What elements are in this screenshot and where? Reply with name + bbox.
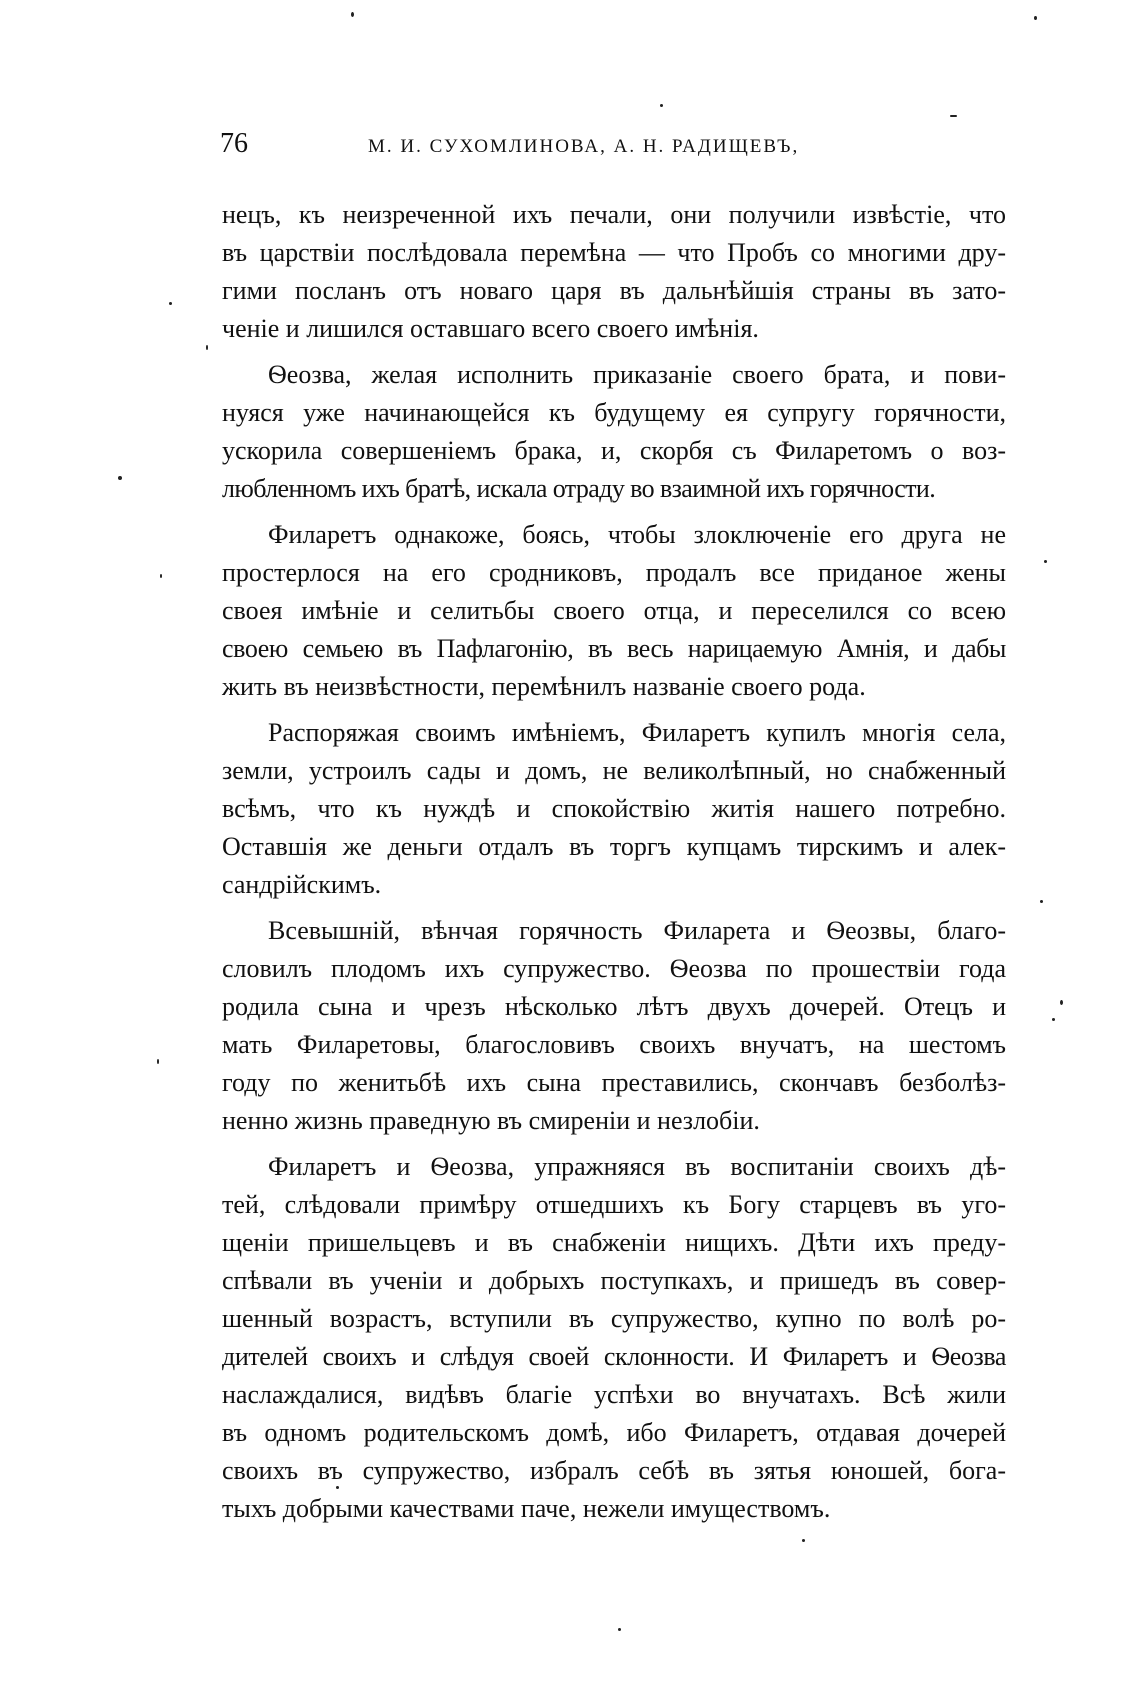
scan-speck [618, 1628, 621, 1631]
scan-speck [160, 574, 162, 578]
scan-speck [802, 1539, 805, 1542]
scan-speck [660, 104, 663, 107]
text-line: Всевышній, вѣнчая горячность Филарета и Ѳеозвы, благо- [268, 916, 1006, 945]
text-line: сандрійскимъ. [222, 870, 382, 899]
text-line: всѣмъ, что къ нуждѣ и спокойствію житія нашего потребно. [222, 794, 1006, 823]
paragraph-1 [222, 196, 1006, 348]
text-line: своея имѣніе и селитьбы своего отца, и переселился со всею [222, 596, 1006, 625]
text-line: щеніи пришельцевъ и въ снабженіи нищихъ. Дѣти ихъ преду- [222, 1228, 1006, 1257]
text-line: своею семьею въ Пафлагонію, въ весь нарицаемую Амнія, и дабы [222, 634, 1006, 663]
body-text [222, 196, 1006, 1536]
paragraph-6 [222, 1148, 1006, 1528]
page-number: 76 [220, 128, 248, 159]
text-line: дителей своихъ и слѣдуя своей склонности. И Филаретъ и Ѳеозва [222, 1342, 1006, 1371]
text-line: мать Филаретовы, благословивъ своихъ внучатъ, на шестомъ [222, 1030, 1006, 1059]
text-line: шенный возрастъ, вступили въ супружество, купно по волѣ ро- [222, 1304, 1006, 1333]
scan-speck [157, 1059, 159, 1064]
text-line: жить въ неизвѣстности, перемѣнилъ названіе своего рода. [222, 672, 866, 701]
paragraph-5 [222, 912, 1006, 1140]
scan-speck [351, 12, 354, 17]
scan-speck [206, 345, 208, 350]
scan-speck [950, 115, 957, 117]
paragraph-4 [222, 714, 1006, 904]
scan-speck [169, 302, 172, 305]
text-line: ненно жизнь праведную въ смиреніи и незлобіи. [222, 1106, 760, 1135]
text-line: Распоряжая своимъ имѣніемъ, Филаретъ купилъ многія села, [268, 718, 1006, 747]
text-line: году по женитьбѣ ихъ сына преставились, скончавъ безболѣз- [222, 1068, 1006, 1097]
text-line: простерлося на его сродниковъ, продалъ все приданое жены [222, 558, 1006, 587]
scan-speck [1034, 16, 1037, 20]
text-line: нецъ, къ неизреченной ихъ печали, они получили извѣстіе, что [222, 200, 1006, 229]
text-line: гими посланъ отъ новаго царя въ дальнѣйшія страны въ зато- [222, 276, 1006, 305]
text-line: спѣвали въ ученіи и добрыхъ поступкахъ, и пришедъ въ совер- [222, 1266, 1006, 1295]
text-line: своихъ въ супружество, избралъ себѣ въ зятья юношей, бога- [222, 1456, 1006, 1485]
scan-speck [1044, 560, 1047, 563]
scan-speck [1052, 1018, 1055, 1021]
text-line: земли, устроилъ сады и домъ, не великолѣпный, но снабженный [222, 756, 1006, 785]
text-line: любленномъ ихъ братѣ, искала отраду во взаимной ихъ горячности. [222, 474, 936, 503]
text-line: родила сына и чрезъ нѣсколько лѣтъ двухъ дочерей. Отецъ и [222, 992, 1006, 1021]
scan-speck [1060, 1000, 1063, 1005]
running-head: М. И. СУХОМЛИНОВА, А. Н. РАДИЩЕВЪ, [368, 136, 800, 157]
text-line: Филаретъ однакоже, боясь, чтобы злоключеніе его друга не [268, 520, 1006, 549]
text-line: наслаждалися, видѣвъ благіе успѣхи во внучатахъ. Всѣ жили [222, 1380, 1006, 1409]
text-line: словилъ плодомъ ихъ супружество. Ѳеозва по прошествіи года [222, 954, 1006, 983]
page-header [220, 128, 1010, 168]
text-line: Ѳеозва, желая исполнить приказаніе своего брата, и пови- [268, 360, 1006, 389]
text-line: ускорила совершеніемъ брака, и, скорбя съ Филаретомъ о воз- [222, 436, 1006, 465]
text-line: нуяся уже начинающейся къ будущему ея супругу горячности, [222, 398, 1006, 427]
text-line: Филаретъ и Ѳеозва, упражняяся въ воспитаніи своихъ дѣ- [268, 1152, 1006, 1181]
scan-speck [336, 1486, 339, 1489]
text-line: въ одномъ родительскомъ домѣ, ибо Филаретъ, отдавая дочерей [222, 1418, 1006, 1447]
paragraph-3 [222, 516, 1006, 706]
text-line: тыхъ добрыми качествами паче, нежели имуществомъ. [222, 1494, 831, 1523]
text-line: Оставшія же деньги отдалъ въ торгъ купцамъ тирскимъ и алек- [222, 832, 1006, 861]
paragraph-2 [222, 356, 1006, 508]
scan-speck [1040, 900, 1043, 903]
text-line: тей, слѣдовали примѣру отшедшихъ къ Богу старцевъ въ уго- [222, 1190, 1006, 1219]
text-line: ченіе и лишился оставшаго всего своего имѣнія. [222, 314, 759, 343]
text-line: въ царствіи послѣдовала перемѣна — что Пробъ со многими дру- [222, 238, 1006, 267]
scan-speck [118, 476, 122, 480]
